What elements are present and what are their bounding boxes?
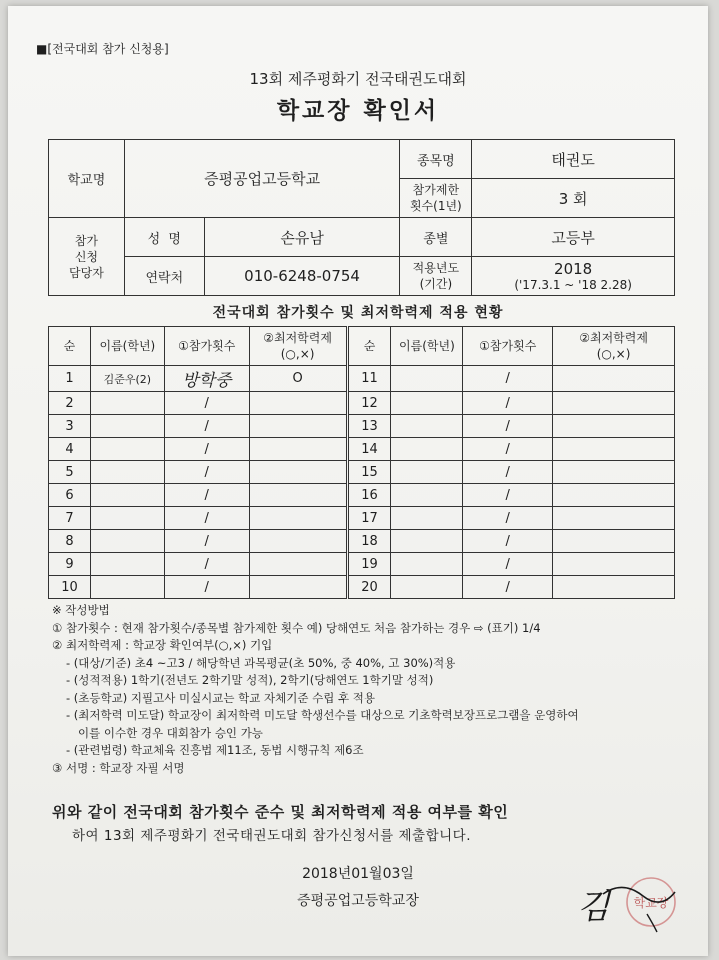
cell-academic [249, 576, 347, 599]
note-line: ③ 서명 : 학교장 자필 서명 [52, 760, 185, 775]
table-row [49, 507, 675, 530]
cell-no: 6 [49, 484, 91, 507]
cell-count: / [463, 530, 553, 553]
table-row [49, 438, 675, 461]
period-cell [472, 257, 675, 296]
table-row [49, 415, 675, 438]
cell-count: / [463, 366, 553, 392]
principal-title: 증평공업고등학교장 [297, 893, 419, 909]
cell-academic [553, 438, 675, 461]
cell-no: 12 [347, 392, 391, 415]
cell-no: 18 [347, 530, 391, 553]
school-label: 학교명 [49, 140, 125, 218]
note-line: ① 참가횟수 : 현재 참가횟수/종목별 참가제한 횟수 예) 당해연도 처음 참가하는 경우 ⇨ (표기) 1/4 [52, 620, 541, 635]
header-no: 순 [347, 327, 391, 366]
cell-academic [249, 438, 347, 461]
school-name: 증평공업고등학교 [124, 140, 400, 218]
cell-count [164, 366, 249, 392]
principal-signature [563, 874, 693, 934]
note-line: - (성적적용) 1학기(전년도 2학기말 성적), 2학기(당해연도 1학기말 성적) [66, 673, 434, 687]
cell-no: 16 [347, 484, 391, 507]
cell-no: 4 [49, 438, 91, 461]
note-line: - (관련법령) 학교체육 진흥법 제11조, 동법 시행규칙 제6조 [66, 743, 364, 757]
period-year: 2018 [554, 260, 593, 278]
declaration-line-1: 위와 같이 전국대회 참가횟수 준수 및 최저학력제 적용 여부를 확인 [52, 803, 509, 821]
cell-no: 8 [49, 530, 91, 553]
cell-name [391, 438, 463, 461]
note-line: - (대상/기준) 초4 ~고3 / 해당학년 과목평균(초 50%, 중 40%, 고 30%)적용 [66, 655, 456, 670]
period-label: 적용년도 (기간) [400, 257, 472, 296]
contact-label: 연락처 [124, 257, 204, 296]
cell-count: / [164, 553, 249, 576]
cell-name [90, 392, 164, 415]
cell-no: 13 [347, 415, 391, 438]
cell-name [391, 576, 463, 599]
contact-value: 010-6248-0754 [204, 257, 400, 296]
status-table [48, 326, 675, 599]
table-row [49, 530, 675, 553]
cell-no: 9 [49, 553, 91, 576]
cell-name [391, 507, 463, 530]
cell-name [391, 484, 463, 507]
cell-academic [553, 484, 675, 507]
cell-academic [553, 507, 675, 530]
cell-name [391, 415, 463, 438]
cell-name [391, 530, 463, 553]
limit-label: 참가제한 횟수(1년) [400, 179, 472, 218]
document-title: 학교장 확인서 [276, 98, 440, 124]
table-row [49, 484, 675, 507]
cell-academic [553, 461, 675, 484]
cell-name [391, 553, 463, 576]
cell-no: 14 [347, 438, 391, 461]
cell-name: 김준우(2) [90, 366, 164, 392]
cell-academic [249, 461, 347, 484]
cell-no: 5 [49, 461, 91, 484]
cell-name [391, 366, 463, 392]
cell-no: 3 [49, 415, 91, 438]
cell-academic [249, 484, 347, 507]
signature-text: 김 [577, 887, 610, 927]
cell-academic [249, 530, 347, 553]
cell-count: / [463, 415, 553, 438]
cell-name [90, 507, 164, 530]
table-row [49, 366, 675, 392]
event-subtitle: 13회 제주평화기 전국태권도대회 [249, 70, 467, 88]
cell-count: / [463, 438, 553, 461]
cell-count: / [164, 392, 249, 415]
cell-name [90, 415, 164, 438]
cell-count: / [164, 507, 249, 530]
division-label: 종별 [400, 218, 472, 257]
table-row [49, 553, 675, 576]
cell-name [90, 438, 164, 461]
event-label: 종목명 [400, 140, 472, 179]
header-no: 순 [49, 327, 91, 366]
note-line: - (초등학교) 지필고사 미실시교는 학교 자체기준 수립 후 적용 [66, 690, 375, 705]
info-table [48, 139, 675, 296]
cell-academic [553, 392, 675, 415]
form-tag: ■[전국대회 참가 신청용] [36, 42, 169, 56]
division-value: 고등부 [472, 218, 675, 257]
cell-academic [249, 553, 347, 576]
cell-count: / [164, 438, 249, 461]
header-name: 이름(학년) [391, 327, 463, 366]
cell-no: 17 [347, 507, 391, 530]
cell-count: / [463, 553, 553, 576]
header-academic: ②최저학력제 (○,×) [553, 327, 675, 366]
cell-no: 2 [49, 392, 91, 415]
table-row [49, 576, 675, 599]
cell-no: 19 [347, 553, 391, 576]
header-count: ①참가횟수 [463, 327, 553, 366]
header-count: ①참가횟수 [164, 327, 249, 366]
cell-count: / [164, 415, 249, 438]
name-label: 성 명 [124, 218, 204, 257]
signature-stroke [647, 914, 657, 932]
cell-name [90, 484, 164, 507]
cell-name [90, 461, 164, 484]
declaration-line-2: 하여 13회 제주평화기 전국태권도대회 참가신청서를 제출합니다. [72, 828, 471, 844]
issue-date: 2018년01월03일 [302, 866, 414, 882]
cell-no: 11 [347, 366, 391, 392]
cell-no: 20 [347, 576, 391, 599]
cell-count: / [463, 484, 553, 507]
cell-academic [553, 530, 675, 553]
cell-count: / [463, 576, 553, 599]
cell-academic [553, 415, 675, 438]
note-line: 이를 이수한 경우 대회참가 승인 가능 [78, 725, 263, 740]
document-page [8, 6, 708, 956]
cell-academic: O [249, 366, 347, 392]
limit-value: 3 회 [472, 179, 675, 218]
seal-text: 학교장 [633, 896, 669, 910]
cell-no: 7 [49, 507, 91, 530]
cell-name [90, 553, 164, 576]
name-value: 손유남 [204, 218, 400, 257]
cell-name [90, 576, 164, 599]
period-range: ('17.3.1 ~ '18 2.28) [514, 278, 632, 292]
note-line: - (최저학력 미도달) 학교장이 최저학력 미도달 학생선수를 대상으로 기초학력보장프로그램을 운영하여 [66, 708, 579, 722]
cell-academic [249, 507, 347, 530]
header-name: 이름(학년) [90, 327, 164, 366]
cell-no: 15 [347, 461, 391, 484]
cell-academic [553, 553, 675, 576]
cell-academic [249, 415, 347, 438]
table-row [49, 392, 675, 415]
cell-count: / [463, 507, 553, 530]
cell-name [391, 461, 463, 484]
handwritten-count: 방학중 [182, 371, 232, 391]
header-academic: ②최저학력제 (○,×) [249, 327, 347, 366]
cell-academic [553, 576, 675, 599]
instructions [52, 602, 692, 777]
cell-name [90, 530, 164, 553]
cell-count: / [463, 392, 553, 415]
event-value: 태권도 [472, 140, 675, 179]
cell-no: 1 [49, 366, 91, 392]
cell-count: / [463, 461, 553, 484]
cell-academic [249, 392, 347, 415]
instructions-heading: ※ 작성방법 [52, 603, 110, 617]
note-line: ② 최저학력제 : 학교장 확인여부(○,×) 기입 [52, 638, 273, 652]
cell-no: 10 [49, 576, 91, 599]
cell-count: / [164, 576, 249, 599]
cell-count: / [164, 484, 249, 507]
table-row [49, 461, 675, 484]
cell-count: / [164, 461, 249, 484]
cell-academic [553, 366, 675, 392]
status-title: 전국대회 참가횟수 및 최저학력제 적용 현황 [212, 305, 504, 321]
cell-name [391, 392, 463, 415]
cell-count: / [164, 530, 249, 553]
manager-label: 참가 신청 담당자 [49, 218, 125, 296]
